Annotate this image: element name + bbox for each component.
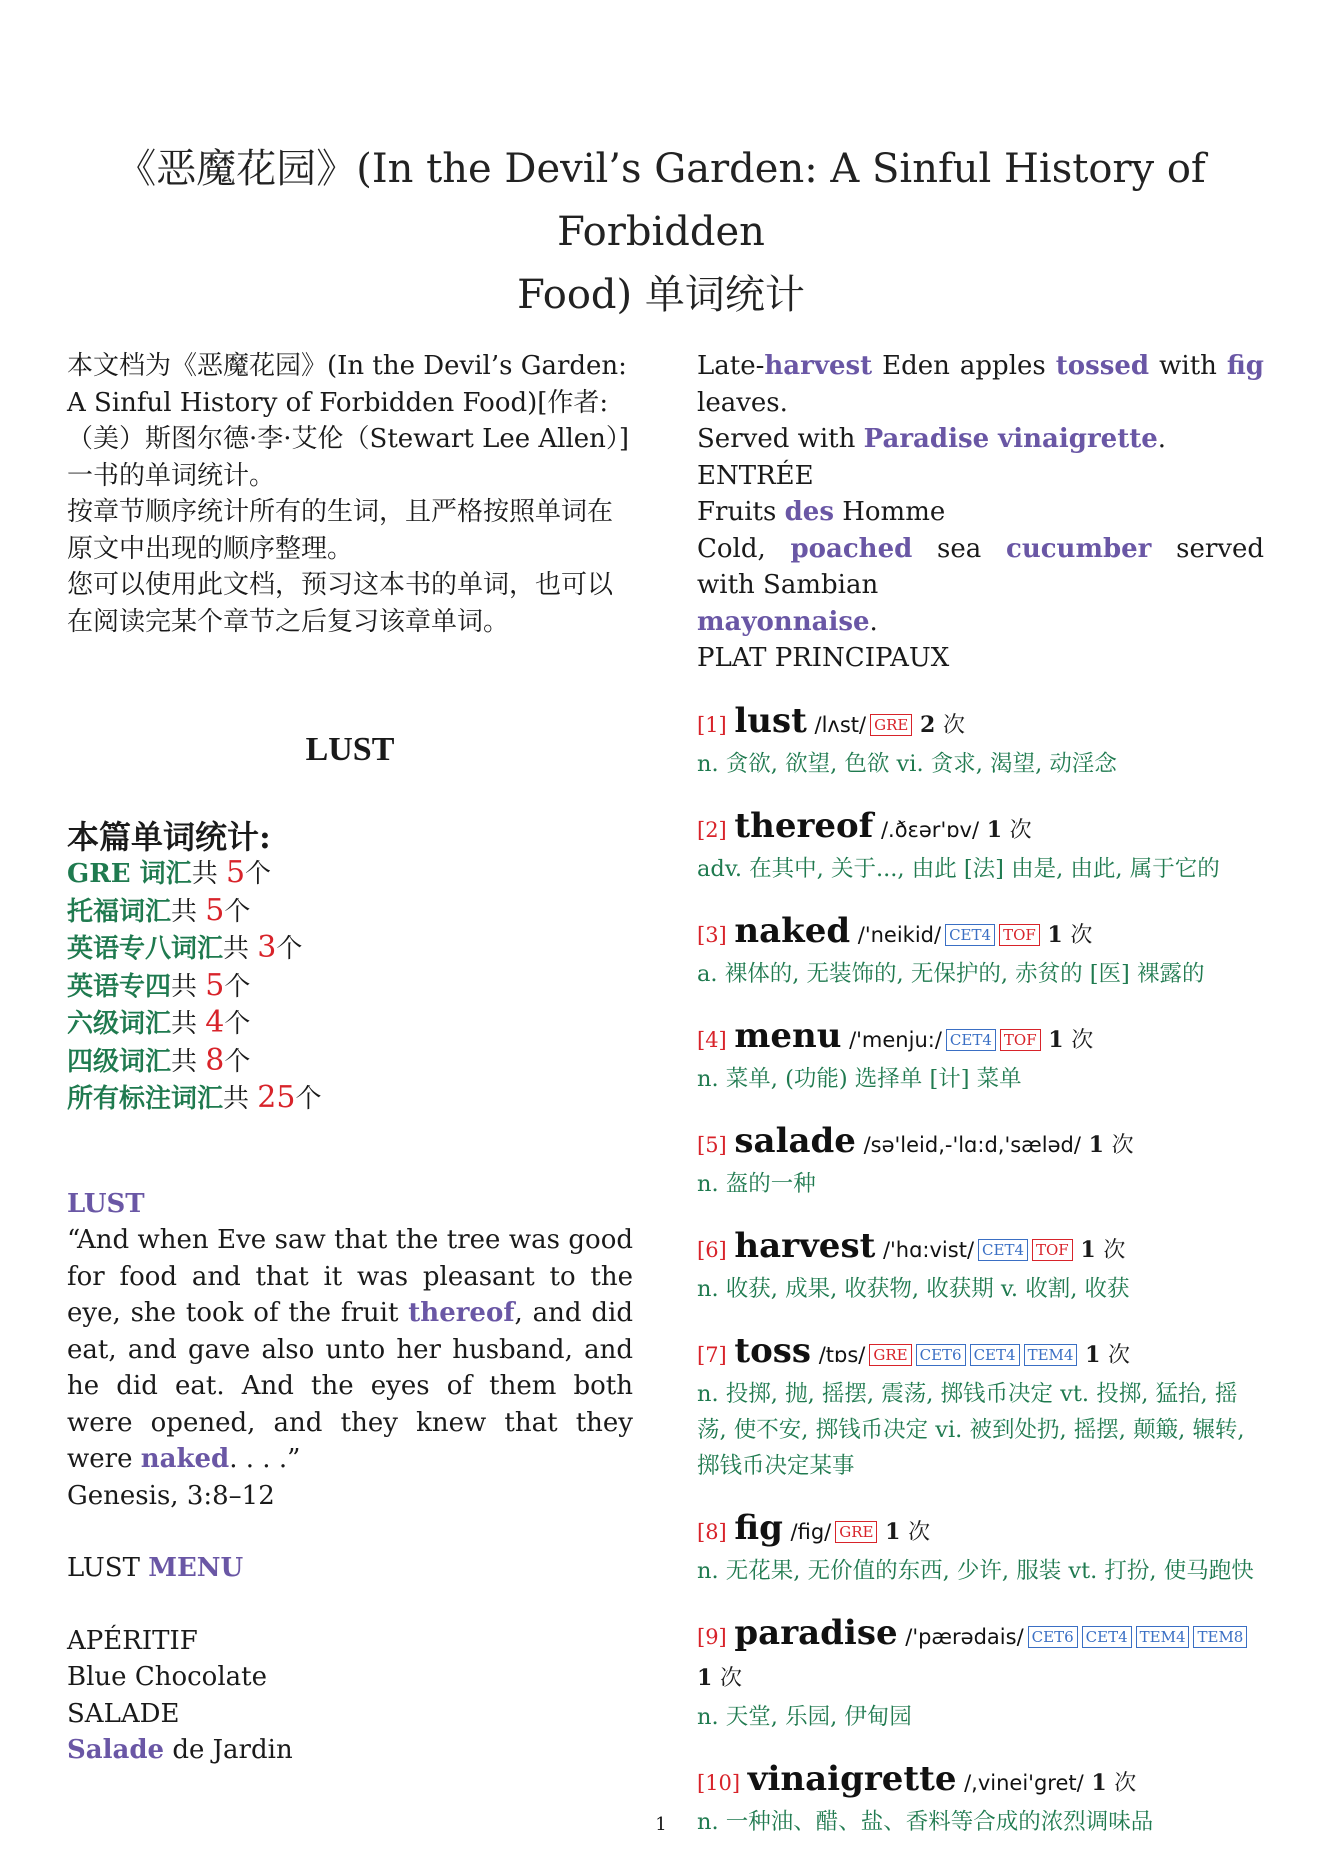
- stats-count: 8: [205, 1042, 225, 1078]
- word-link-harvest: harvest: [764, 351, 873, 381]
- intro-paragraph-1: 本文档为《恶魔花园》(In the Devil’s Garden: A Sinful History of Forbidden Food)[作者: （美）斯图尔德·李·艾伦（Stewart Lee Allen）] 一书的单词统计。: [67, 351, 630, 491]
- entry-header: [697, 1016, 1264, 1061]
- quote-citation: Genesis, 3:8–12: [67, 1480, 275, 1511]
- level-tag: TOF: [1032, 1239, 1073, 1261]
- entry-word: paradise: [734, 1612, 898, 1653]
- entry-pronunciation: /sə'leid,-'lɑ:d,'sæləd/: [863, 1132, 1081, 1157]
- entry-word: fig: [734, 1507, 783, 1548]
- level-tag: TOF: [999, 924, 1040, 946]
- entry-header: [697, 1226, 1264, 1271]
- entry-count-unit: 次: [1108, 1342, 1131, 1368]
- entry-pronunciation: /fig/: [790, 1519, 832, 1544]
- left-column: [67, 348, 633, 1769]
- stats-row: [67, 1005, 633, 1043]
- entry-count: 1: [885, 1518, 901, 1545]
- stats-label: 四级词汇: [67, 1046, 172, 1077]
- stats-row: [67, 1043, 633, 1081]
- vocab-entry: [697, 1121, 1264, 1202]
- entry-index: [1]: [697, 712, 727, 737]
- entry-word: harvest: [734, 1225, 876, 1266]
- entry-pronunciation: /'neikid/: [857, 922, 942, 947]
- stats-label: 六级词汇: [67, 1009, 172, 1039]
- level-tag: CET4: [946, 1029, 996, 1051]
- stats-unit: 个: [224, 971, 251, 1002]
- stats-unit: 个: [224, 1009, 251, 1039]
- entry-count-unit: 次: [1114, 1770, 1137, 1796]
- word-link-tossed: tossed: [1055, 351, 1150, 381]
- entry-count-unit: 次: [1071, 1027, 1094, 1053]
- menu-entree: ENTRÉE: [697, 460, 814, 491]
- stats-row: [67, 855, 633, 893]
- stats-mid: 共: [171, 971, 206, 1002]
- menu-cold-poached: Cold, poached sea cucumber served with Sambian: [697, 533, 1264, 600]
- vocab-entry: [697, 911, 1264, 992]
- entry-header: [697, 806, 1264, 851]
- entry-index: [10]: [697, 1770, 741, 1795]
- entry-header: [697, 701, 1264, 746]
- entry-count-unit: 次: [1111, 1132, 1134, 1158]
- level-tag: CET4: [945, 924, 995, 946]
- entry-count: 2: [919, 711, 936, 738]
- menu-line-served: Served with Paradise vinaigrette.: [697, 424, 1167, 454]
- entry-definition: a. 裸体的, 无装饰的, 无保护的, 赤贫的 [医] 裸露的: [697, 960, 1205, 987]
- section-title: LUST: [305, 731, 395, 768]
- entry-pronunciation: /tɒs/: [818, 1342, 866, 1367]
- word-link-menu: MENU: [148, 1553, 244, 1583]
- word-link-fig: fig: [1226, 351, 1264, 381]
- vocab-entry: [697, 1016, 1264, 1097]
- stats-unit: 个: [224, 1046, 251, 1077]
- level-tag: CET4: [978, 1239, 1028, 1261]
- vocab-entry: [697, 1613, 1264, 1735]
- entry-count: 1: [697, 1664, 713, 1691]
- stats-label: GRE 词汇: [67, 859, 192, 889]
- stats-unit: 个: [245, 859, 272, 889]
- entry-index: [2]: [697, 817, 727, 842]
- entry-count-unit: 次: [719, 1665, 742, 1691]
- entry-pronunciation: /,vinei'gret/: [964, 1770, 1084, 1795]
- entry-word: lust: [734, 700, 807, 741]
- entry-word: salade: [734, 1120, 856, 1161]
- vocab-entry: [697, 1331, 1264, 1484]
- stats-count: 5: [225, 855, 246, 890]
- vocab-entry: [697, 1226, 1264, 1307]
- stats-unit: 个: [276, 934, 303, 964]
- stats-row: [67, 1080, 633, 1118]
- entry-definition: n. 菜单, (功能) 选择单 [计] 菜单: [697, 1065, 1022, 1092]
- entry-header: [697, 1508, 1264, 1553]
- level-tag: TEM4: [1024, 1344, 1078, 1366]
- entry-count-unit: 次: [908, 1519, 931, 1545]
- entry-count-unit: 次: [1103, 1237, 1126, 1263]
- entry-index: [6]: [697, 1237, 727, 1262]
- word-link-des: des: [784, 497, 834, 527]
- page-number: 1: [655, 1814, 667, 1835]
- entry-count-unit: 次: [942, 712, 965, 738]
- stats-label: 所有标注词汇: [67, 1084, 224, 1114]
- stats-mid: 共: [223, 1084, 258, 1114]
- entry-header: [697, 1613, 1264, 1699]
- menu-line-late-harvest: Late-harvest Eden apples tossed with fig leaves.: [697, 351, 1264, 418]
- passage-label: LUST: [67, 1188, 145, 1219]
- document-title: [60, 138, 1262, 327]
- entry-index: [9]: [697, 1624, 727, 1649]
- stats-mid: 共: [191, 859, 226, 889]
- entry-definition: adv. 在其中, 关于..., 由此 [法] 由是, 由此, 属于它的: [697, 855, 1220, 882]
- stats-label: 英语专八词汇: [67, 934, 224, 964]
- level-tag: CET6: [916, 1344, 966, 1366]
- level-tag: CET6: [1028, 1626, 1078, 1648]
- entry-count: 1: [986, 816, 1002, 843]
- entry-index: [4]: [697, 1027, 727, 1052]
- entry-word: menu: [734, 1015, 842, 1056]
- entry-definition: n. 无花果, 无价值的东西, 少许, 服装 vt. 打扮, 使马跑快: [697, 1557, 1254, 1584]
- entry-pronunciation: /'pærədais/: [905, 1624, 1024, 1649]
- stats-count: 4: [205, 1005, 225, 1040]
- entry-word: toss: [734, 1330, 812, 1371]
- entry-count: 1: [1088, 1131, 1104, 1158]
- entry-count: 1: [1048, 1026, 1064, 1053]
- vocab-entry: [697, 806, 1264, 887]
- entry-index: [3]: [697, 922, 727, 947]
- level-tag: CET4: [970, 1344, 1020, 1366]
- stats-mid: 共: [171, 1009, 206, 1039]
- level-tag: CET4: [1082, 1626, 1132, 1648]
- entry-index: [5]: [697, 1132, 727, 1157]
- entry-count: 1: [1047, 921, 1063, 948]
- menu-salade-de-jardin: Salade de Jardin: [67, 1735, 293, 1765]
- stats-mid: 共: [223, 934, 258, 964]
- entry-header: [697, 1759, 1264, 1804]
- stats-count: 3: [257, 930, 277, 965]
- entry-pronunciation: /'hɑ:vist/: [882, 1237, 975, 1262]
- entry-word: naked: [734, 910, 851, 951]
- stats-mid: 共: [171, 896, 206, 927]
- entry-count: 1: [1080, 1236, 1096, 1263]
- entry-pronunciation: /lʌst/: [814, 712, 867, 737]
- entry-count-unit: 次: [1009, 817, 1032, 843]
- level-tag: GRE: [870, 714, 912, 736]
- intro-paragraph-2: 按章节顺序统计所有的生词，且严格按照单词在原文中出现的顺序整理。: [67, 497, 614, 564]
- entry-header: [697, 1121, 1264, 1166]
- entry-count-unit: 次: [1070, 922, 1093, 948]
- stats-count: 5: [205, 967, 225, 1003]
- menu-salade-heading: SALADE: [67, 1698, 180, 1729]
- vocab-entry: [697, 1508, 1264, 1589]
- level-tag: TOF: [1000, 1029, 1041, 1051]
- vocab-entry-list: [697, 701, 1264, 1840]
- stats-row: [67, 930, 633, 968]
- menu-fruits: Fruits des Homme: [697, 497, 946, 527]
- entry-word: thereof: [734, 805, 874, 846]
- stats-mid: 共: [171, 1046, 206, 1077]
- word-link-salade: Salade: [67, 1735, 165, 1765]
- title-line-2: Food) 单词统计: [517, 272, 805, 318]
- menu-plat-principaux: PLAT PRINCIPAUX: [697, 643, 950, 673]
- word-link-mayonnaise: mayonnaise: [697, 606, 870, 637]
- entry-definition: n. 收获, 成果, 收获物, 收获期 v. 收割, 收获: [697, 1275, 1130, 1302]
- stats-label: 托福词汇: [67, 896, 172, 927]
- stats-row: [67, 893, 633, 931]
- stats-heading: 本篇单词统计:: [67, 817, 271, 856]
- entry-header: [697, 1331, 1264, 1376]
- vocab-entry: [697, 701, 1264, 782]
- level-tag: GRE: [869, 1344, 911, 1366]
- menu-blue-chocolate: Blue Chocolate: [67, 1662, 267, 1692]
- menu-mayonnaise: mayonnaise.: [697, 606, 878, 637]
- right-column: [697, 348, 1264, 1864]
- stats-unit: 个: [224, 896, 251, 927]
- entry-count: 1: [1091, 1769, 1107, 1796]
- stats-label: 英语专四: [67, 971, 172, 1002]
- entry-word: vinaigrette: [747, 1758, 957, 1799]
- lust-menu-heading: LUST MENU: [67, 1553, 244, 1583]
- word-link-naked: naked: [140, 1444, 230, 1474]
- entry-index: [8]: [697, 1519, 727, 1544]
- entry-definition: n. 投掷, 抛, 摇摆, 震荡, 掷钱币决定 vt. 投掷, 猛抬, 摇荡, 使不安, 掷钱币决定 vi. 被到处扔, 摇摆, 颠簸, 辗转, 掷钱币决定某事: [697, 1380, 1245, 1479]
- stats-count: 5: [205, 892, 225, 928]
- level-tag: GRE: [835, 1521, 877, 1543]
- bible-quote: “And when Eve saw that the tree was good for food and that it was pleasant to the eye, she took of the fruit thereof, and did eat, and gave also unto her husband, and he did eat. And the eyes of them both were opened, and they knew that they were naked. . . .”: [67, 1225, 633, 1474]
- word-link-poached: poached: [790, 533, 913, 564]
- entry-header: [697, 911, 1264, 956]
- entry-index: [7]: [697, 1342, 727, 1367]
- entry-definition: n. 天堂, 乐园, 伊甸园: [697, 1703, 912, 1730]
- level-tag: TEM8: [1193, 1626, 1247, 1648]
- stats-list: [67, 855, 633, 1118]
- word-link-paradise-vinaigrette: Paradise vinaigrette: [863, 424, 1158, 454]
- intro-paragraph-3: 您可以使用此文档，预习这本书的单词，也可以在阅读完某个章节之后复习该章单词。: [67, 570, 614, 637]
- word-link-cucumber: cucumber: [1005, 533, 1152, 564]
- entry-pronunciation: /.ðɛər'ɒv/: [880, 817, 980, 842]
- stats-row: [67, 968, 633, 1006]
- menu-aperitif: APÉRITIF: [67, 1625, 198, 1656]
- entry-definition: n. 一种油、醋、盐、香料等合成的浓烈调味品: [697, 1808, 1154, 1835]
- stats-count: 25: [257, 1080, 296, 1115]
- level-tag: TEM4: [1136, 1626, 1190, 1648]
- title-line-1: 《恶魔花园》(In the Devil’s Garden: A Sinful History of Forbidden: [116, 146, 1206, 255]
- word-link-thereof: thereof: [408, 1298, 515, 1328]
- stats-unit: 个: [295, 1084, 322, 1114]
- entry-count: 1: [1085, 1341, 1101, 1368]
- entry-definition: n. 盔的一种: [697, 1170, 816, 1197]
- entry-definition: n. 贪欲, 欲望, 色欲 vi. 贪求, 渴望, 动淫念: [697, 750, 1117, 777]
- entry-pronunciation: /'menju:/: [849, 1027, 942, 1052]
